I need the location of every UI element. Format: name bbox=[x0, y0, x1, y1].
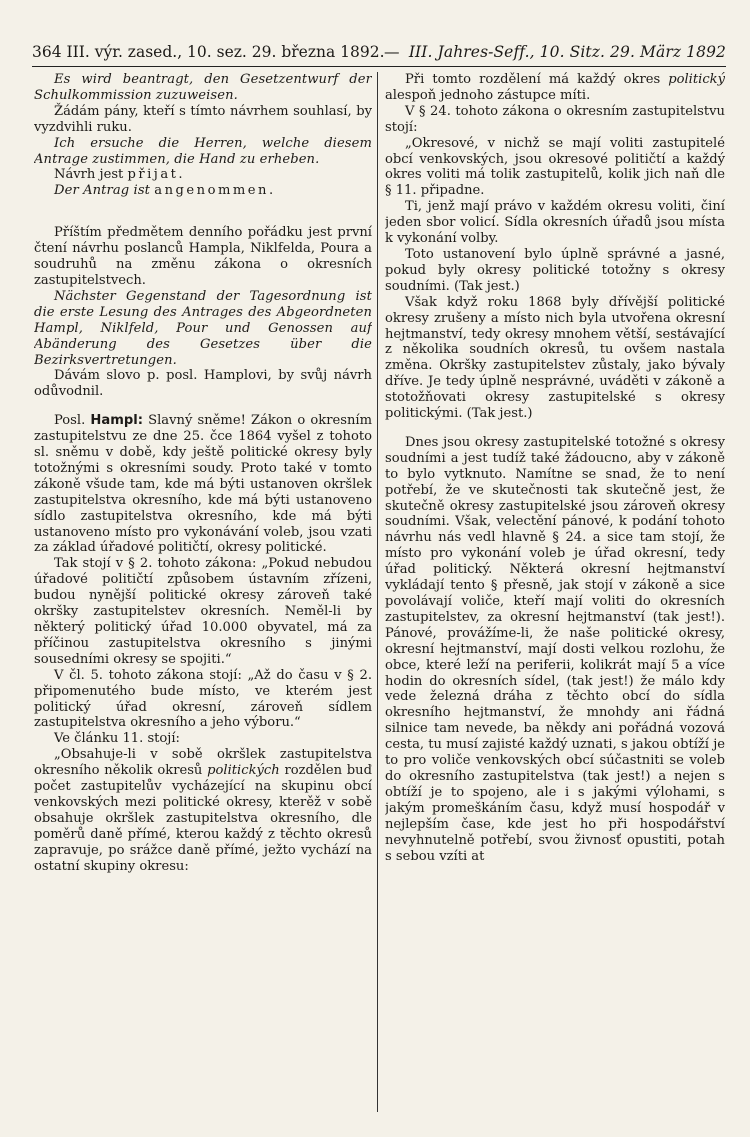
paragraph: Ich ersuche die Herren, welche diesem Antrage zustimmen, die Hand zu erheben. bbox=[34, 135, 372, 167]
paragraph: Však když roku 1868 byly dřívější politické okresy zrušeny a místo nich byla utvořena okresní hejtmanství, tedy okresy mnohem větší, sestávající z několika soudních okresů, tu ovšem nastala změna. Okršky zastupitelstev zůstaly, jako bývaly dříve. Je tedy úplně nesprávné, uváděti v zákoně a stotožňovati okresy zastupitelské s okresy politickými. (Tak jest.) bbox=[385, 294, 725, 422]
paragraph bbox=[34, 747, 372, 874]
spacer bbox=[34, 199, 372, 225]
text-run: alespoň jednoho zástupce míti. bbox=[385, 87, 591, 103]
paragraph: Toto ustanovení bylo úplně správné a jasné, pokud byly okresy politické totožny s okresy soudními. (Tak jest.) bbox=[385, 246, 725, 294]
text-run: Při tomto rozdělení má každý okres bbox=[405, 72, 669, 87]
paragraph: Ve článku 11. stojí: bbox=[54, 731, 180, 747]
paragraph: Es wird beantragt, den Gesetzentwurf der Schulkommission zuzuweisen. bbox=[34, 72, 372, 103]
spacer bbox=[34, 400, 372, 413]
paragraph: Nächster Gegenstand der Tagesordnung ist die erste Lesung des Antrages des Abgeordneten Hampl, Niklfeld, Pour und Genossen auf Abänderung des Gesetzes über die Bezirksvertretungen. bbox=[34, 288, 372, 368]
paragraph: Dávám slovo p. posl. Hamplovi, by svůj návrh odůvodnil. bbox=[34, 368, 372, 400]
text-run-italic: politický bbox=[668, 72, 725, 87]
paragraph: V čl. 5. tohoto zákona stojí: „Až do času v § 2. připomenutého bude místo, ve kterém jest politický úřad okresní, zároveň sídlem zastupitelstva okresního a jeho výboru.“ bbox=[34, 667, 372, 731]
paragraph bbox=[34, 183, 372, 199]
paragraph: Dnes jsou okresy zastupitelské totožné s okresy soudními a jest tudíž také žádoucno, aby v zákoně to bylo vytknuto. Namítne se snad, že to není potřebí, že ve skutečnosti tak skutečně jest, že skutečně okresy zastupitelské jsou zároveň okresy soudními. Však, velectění pánové, k podání tohoto návrhu nás vedl hlavně § 24. a sice tam stojí, že místo pro vykonání voleb je úřad okresní, tedy úřad politický. Některá okresní hejtmanství vykládají tento § přesně, jak stojí v zákoně a sice povolávají voliče, kteří mají voliti do okresních zastupitelstev, za okresní hejtmanství (tak jest!). Pánové, provážíme-li, že naše politické okresy, okresní hejtmanství, mají dosti velkou rozlohu, že obce, které leží na periferii, kolikrát mají 5 a více hodin do okresních sídel, (tak jest!) že málo kdy vede železná dráha z těchto obcí do sídla okresního hejtmanství, že mnohdy ani řádná silnice tam nevede, ba někdy ani pořádná vozová cesta, tu musí zajisté každý uznati, s jakou obtíží je to pro voliče venkovských obcí súčastniti se voleb do okresního zastupitelstva (tak jest!) a nejen s obtíží je to spojeno, ale i s jakými výlohami, s jakým promeškáním času, když musí hospodář v nejlepším čase, kde jest ho při hospodářství nevyhnutelně potřebí, svou živnosť opustiti, potah s sebou vzíti at bbox=[385, 434, 725, 864]
text-run: Slavný sněme! Zákon o okresním zastupitelstvu ze dne 25. čce 1864 vyšel z tohoto sl. sněmu v době, kdy ještě politické okresy byly totožnými s okresními soudy. Proto také v tomto zákoně všude tam, kde má býti ustanoven okršlek zastupitelstva okresního, kde má býti ustanoveno sídlo zastupitelstva okresního, kde má býti ustanoveno místo pro vykonávání voleb, jsou vzati za základ úřadové političtí, okresy politické. bbox=[34, 413, 372, 556]
header-right: III. Jahres-Seff., 10. Sitz. 29. März 1892 bbox=[408, 43, 726, 61]
paragraph: Žádám pány, kteří s tímto návrhem souhlasí, by vyzdvihli ruku. bbox=[34, 103, 372, 135]
paragraph: Příštím předmětem denního pořádku jest první čtení návrhu poslanců Hampla, Niklfelda, Poura a soudruhů na změnu zákona o okresních zastupitelstvech. bbox=[34, 225, 372, 288]
paragraph: Ti, jenž mají právo v každém okresu voliti, činí jeden sbor volicí. Sídla okresních úřadů jsou místa k vykonání volby. bbox=[385, 199, 725, 247]
speaker-name: Hampl: bbox=[90, 413, 143, 429]
spacer bbox=[385, 422, 725, 435]
text-run-italic: politických bbox=[207, 763, 280, 779]
text-run: Posl. bbox=[54, 413, 91, 429]
paragraph: V § 24. tohoto zákona o okresním zastupitelstvu stojí: bbox=[385, 103, 725, 135]
right-column bbox=[385, 72, 725, 1132]
paragraph bbox=[34, 413, 372, 556]
header-separator: — bbox=[384, 43, 400, 61]
paragraph: Tak stojí v § 2. tohoto zákona: „Pokud nebudou úřadové političtí způsobem ústavním zřízeni, budou nynější politické okresy zároveň také okršky zastupitelstev okresních. Neměl-li by některý politický úřad 10.000 obyvatel, má za příčinou zastupitelstva okresního s jinými sousedními okresy se spojiti.“ bbox=[34, 556, 372, 667]
text-run: Der Antrag ist bbox=[54, 183, 155, 199]
text-run: „Obsahuje-li v sobě okršlek zastupitelstva okresního několik okresů bbox=[34, 747, 372, 779]
header-rule bbox=[32, 66, 726, 67]
text-run-spaced: angenommen. bbox=[154, 183, 276, 199]
left-column bbox=[34, 72, 372, 1132]
column-divider bbox=[377, 72, 378, 1112]
text-run-spaced: přijat. bbox=[127, 167, 186, 183]
text-run: Návrh jest bbox=[54, 167, 128, 183]
header-left: 364 III. výr. zased., 10. sez. 29. března 1892. bbox=[32, 43, 385, 61]
paragraph bbox=[385, 72, 725, 104]
page-header bbox=[32, 40, 726, 64]
paragraph bbox=[34, 167, 372, 183]
paragraph: „Okresové, v nichž se mají voliti zastupitelé obcí venkovských, jsou okresové političtí a každý okres voliti má tolik zastupitelů, kolik jich naň dle § 11. připadne. bbox=[385, 135, 725, 199]
text-run: rozdělen buď počet zastupitelův vycházející na skupinu obcí venkovských mezi politické okresy, kterěž v sobě obsahuje okršlek zastupitelstva okresního, dle poměrů daně přímé, kterou každý z těchto okresů zapravuje, po srážce daně přímé, ježto vychází na ostatní skupiny okresu: bbox=[34, 763, 372, 874]
